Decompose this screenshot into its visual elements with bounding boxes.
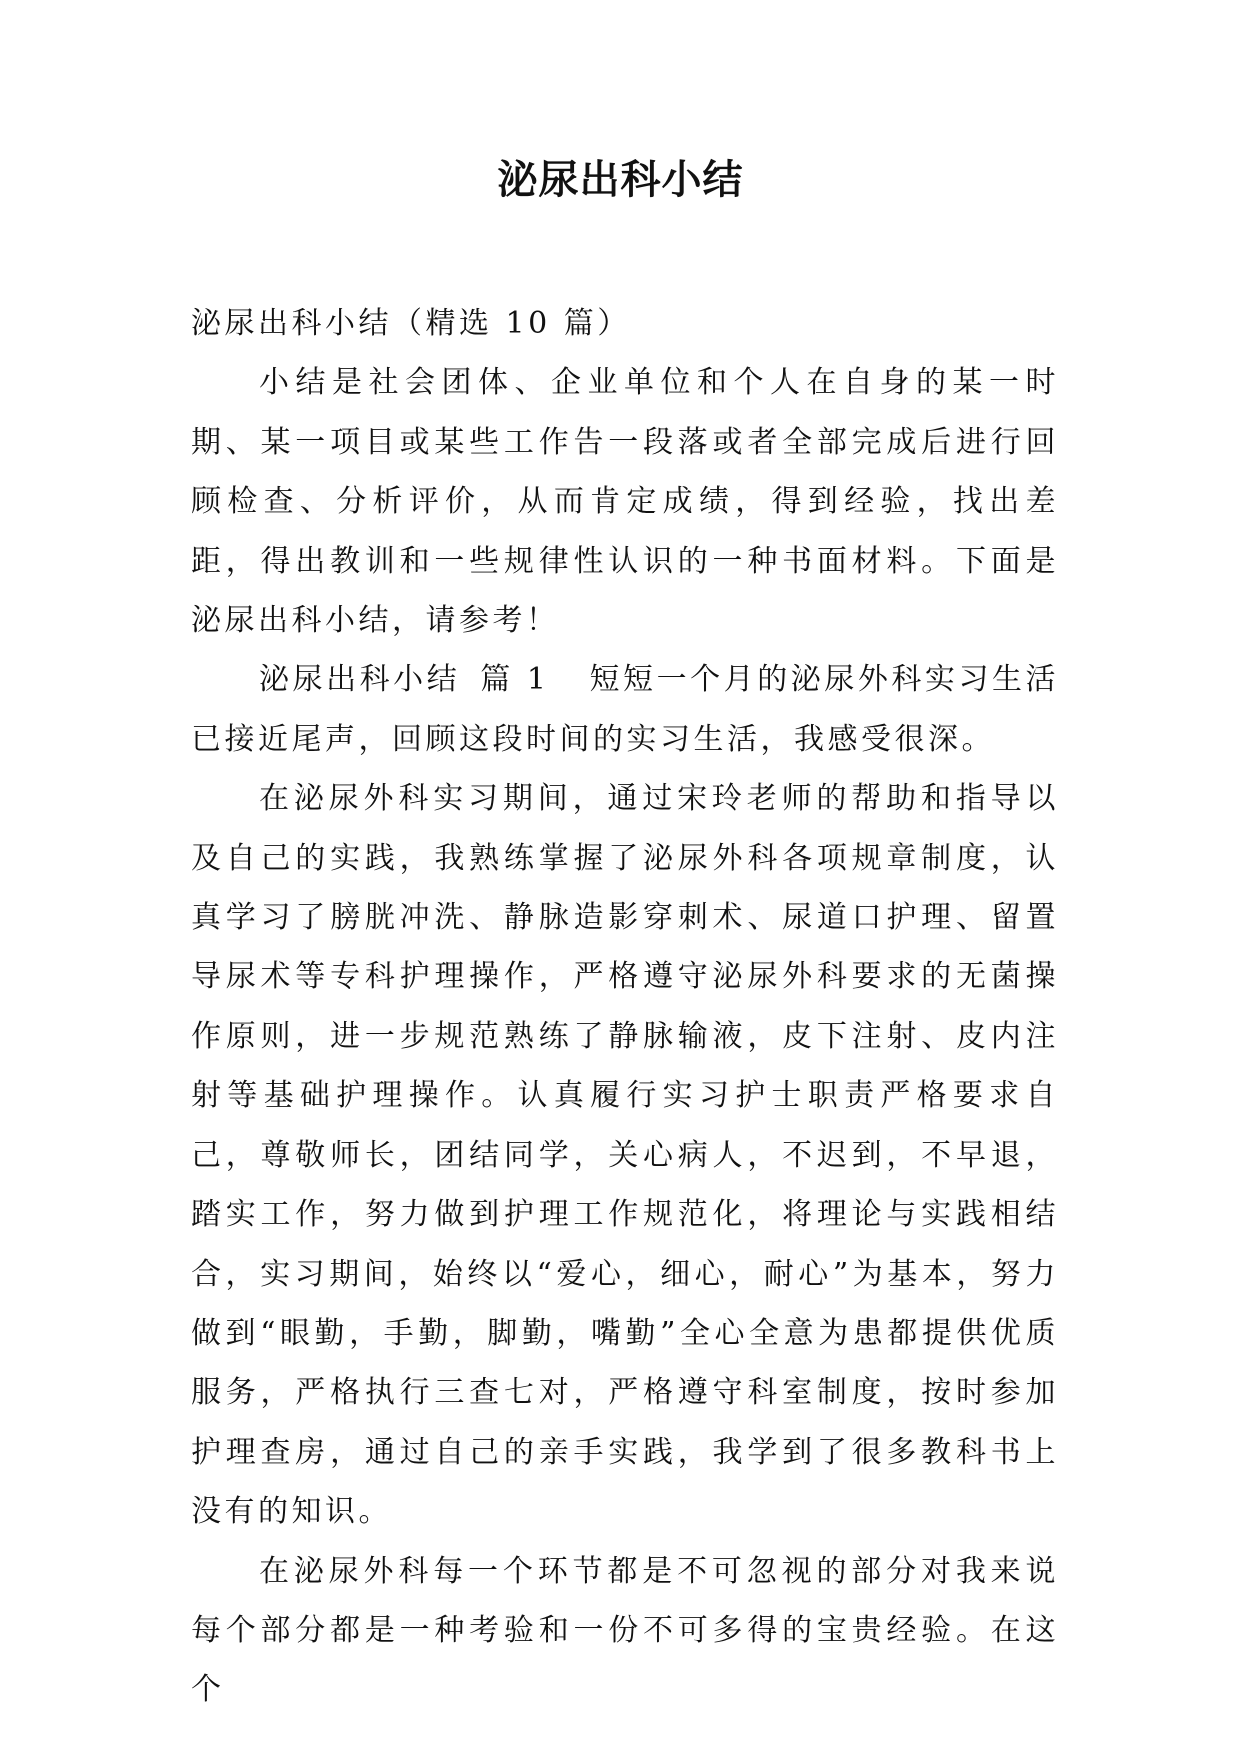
section-1-first-paragraph: [191, 650, 1059, 769]
section-1-paragraph-2: 在泌尿外科实习期间，通过宋玲老师的帮助和指导以及自己的实践，我熟练掌握了泌尿外科各项规章制度，认真学习了膀胱冲洗、静脉造影穿刺术、尿道口护理、留置导尿术等专科护理操作，严格遵守泌尿外科要求的无菌操作原则，进一步规范熟练了静脉输液，皮下注射、皮内注射等基础护理操作。认真履行实习护士职责严格要求自己，尊敬师长，团结同学，关心病人，不迟到，不早退，踏实工作，努力做到护理工作规范化，将理论与实践相结合，实习期间，始终以“爱心，细心，耐心”为基本，努力做到“眼勤，手勤，脚勤，嘴勤”全心全意为患都提供优质服务，严格执行三查七对，严格遵守科室制度，按时参加护理查房，通过自己的亲手实践，我学到了很多教科书上没有的知识。: [191, 781, 1059, 1530]
section-1-label: 篇 1: [480, 662, 550, 698]
document-body: [191, 294, 1059, 1720]
document-title: 泌尿出科小结: [497, 157, 744, 203]
section-1-heading: 泌尿出科小结: [259, 662, 461, 698]
section-1-paragraph-1: 短短一个月的泌尿外科实习生活已接近尾声，回顾这段时间的实习生活，我感受很深。: [191, 662, 1060, 757]
document-subtitle: 泌尿出科小结（精选 10 篇）: [191, 306, 631, 341]
intro-paragraph: 小结是社会团体、企业单位和个人在自身的某一时期、某一项目或某些工作告一段落或者全部完成后进行回顾检查、分析评价，从而肯定成绩，得到经验，找出差距，得出教训和一些规律性认识的一种书面材料。下面是泌尿出科小结，请参考！: [191, 365, 1059, 639]
section-1-paragraph-3: 在泌尿外科每一个环节都是不可忽视的部分对我来说每个部分都是一种考验和一份不可多得的宝贵经验。在这个: [191, 1553, 1059, 1708]
